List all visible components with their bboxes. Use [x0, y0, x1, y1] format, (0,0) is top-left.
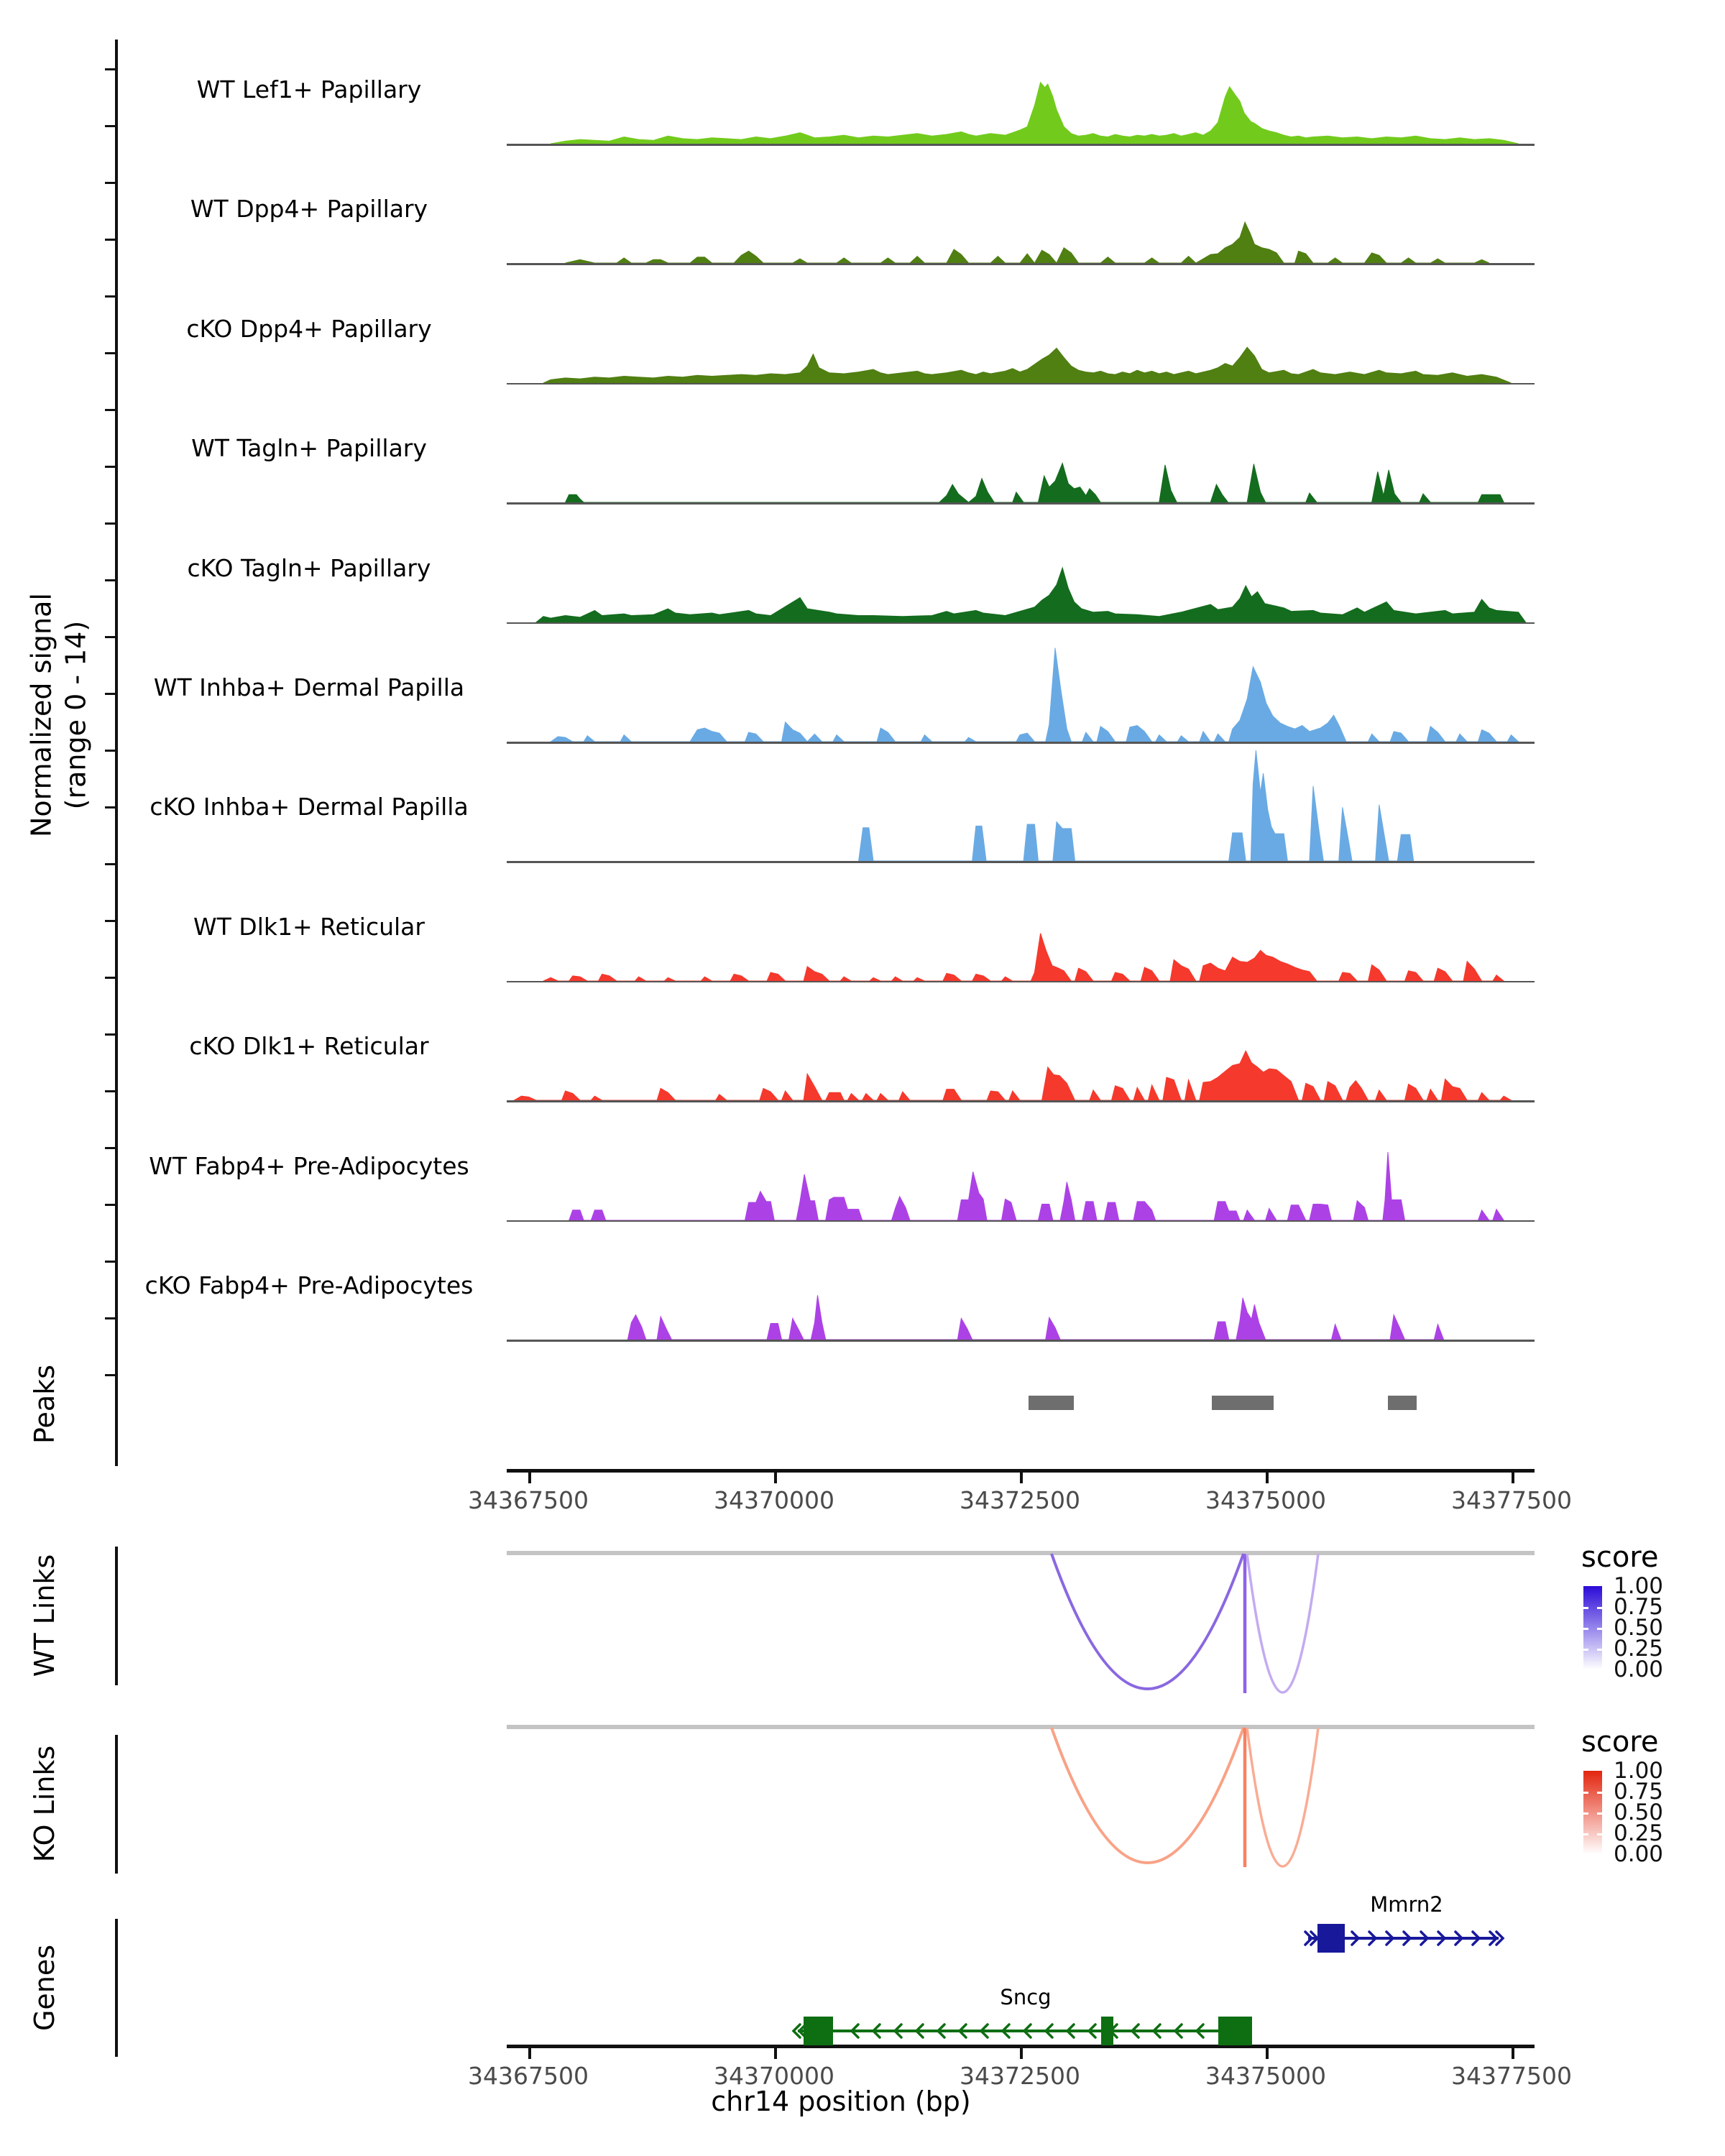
y-axis-tick: [105, 977, 115, 979]
track-label: WT Dlk1+ Reticular: [193, 912, 425, 941]
signal-area: [543, 933, 1504, 980]
x-axis-tick-label-mid: 34372500: [960, 1486, 1080, 1514]
y-axis-tick: [105, 920, 115, 922]
y-axis-tick: [105, 522, 115, 525]
y-axis-tick: [105, 68, 115, 70]
coverage-track-6: [507, 622, 1535, 742]
coverage-track-9: [507, 981, 1535, 1100]
wt-links-plot: [507, 1551, 1535, 1705]
track-label: WT Fabp4+ Pre-Adipocytes: [149, 1151, 469, 1180]
track-label: cKO Dpp4+ Papillary: [186, 314, 432, 343]
x-axis-tick-mid: [528, 1473, 531, 1483]
y-axis-tick: [105, 579, 115, 581]
track-baseline: [507, 1340, 1535, 1342]
wt-links-legend-title: score: [1581, 1541, 1659, 1574]
track-label: WT Lef1+ Papillary: [196, 75, 422, 103]
section-label-ko-links: KO Links: [29, 1745, 60, 1863]
coverage-track-1: [507, 24, 1535, 144]
x-axis-tick-label-bottom: 34372500: [960, 2062, 1080, 2090]
x-axis-tick-mid: [774, 1473, 777, 1483]
track-label: WT Dpp4+ Papillary: [190, 195, 428, 224]
wt-legend-tick-label: 0.50: [1614, 1615, 1664, 1641]
section-label-wt-links: WT Links: [29, 1554, 60, 1677]
y-axis-label: [25, 593, 93, 837]
track-label: cKO Fabp4+ Pre-Adipocytes: [144, 1271, 474, 1299]
y-axis-tick: [105, 295, 115, 298]
peak-interval-box: [1212, 1396, 1274, 1410]
ko-legend-bar-tick: [1597, 1812, 1602, 1815]
y-axis-tick: [105, 750, 115, 752]
y-axis-tick: [105, 352, 115, 354]
signal-area: [551, 648, 1518, 742]
ko-legend-bar-tick: [1597, 1792, 1602, 1794]
wt-legend-bar-tick: [1597, 1607, 1602, 1609]
y-axis-tick: [105, 1374, 115, 1376]
wt-legend-tick-label: 0.75: [1614, 1594, 1664, 1620]
x-axis-tick-label-bottom: 34370000: [714, 2062, 834, 2090]
ko-legend-bar-tick: [1597, 1833, 1602, 1835]
signal-area: [551, 83, 1518, 144]
coverage-track-8: [507, 862, 1535, 981]
x-axis-title: chr14 position (bp): [711, 2086, 971, 2117]
ko-legend-bar-tick: [1583, 1812, 1588, 1815]
track-label: WT Inhba+ Dermal Papilla: [153, 673, 465, 701]
ko-links-legend-title: score: [1581, 1726, 1659, 1759]
ko-link-arc: [1247, 1728, 1318, 1866]
wt-legend-tick-label: 0.00: [1614, 1657, 1664, 1682]
coverage-track-11: [507, 1220, 1535, 1340]
ko-legend-tick-label: 0.75: [1614, 1779, 1664, 1805]
wt-legend-bar-tick: [1597, 1628, 1602, 1630]
y-axis-tick: [105, 693, 115, 695]
y-axis-tick: [105, 806, 115, 808]
x-axis-tick-mid: [1266, 1473, 1269, 1483]
y-axis-tick: [105, 1147, 115, 1149]
signal-area: [566, 464, 1504, 503]
x-axis-tick-mid: [1512, 1473, 1514, 1483]
y-axis-tick: [105, 1317, 115, 1319]
y-axis-tick: [105, 1033, 115, 1036]
y-axis-tick: [105, 409, 115, 411]
x-axis-tick-label-bottom: 34367500: [468, 2062, 589, 2090]
x-axis-tick-label-bottom: 34377500: [1451, 2062, 1572, 2090]
y-axis-tick: [105, 239, 115, 241]
ko-legend-bar-tick: [1583, 1792, 1588, 1794]
track-label: cKO Inhba+ Dermal Papilla: [150, 793, 469, 821]
coverage-track-2: [507, 144, 1535, 263]
section-label-peaks: Peaks: [29, 1364, 60, 1445]
x-axis-tick-label-mid: 34367500: [468, 1486, 589, 1514]
y-axis-tick: [105, 125, 115, 127]
track-label: cKO Tagln+ Papillary: [187, 553, 431, 582]
coverage-track-3: [507, 264, 1535, 383]
signal-area: [569, 1152, 1504, 1220]
track-label: WT Tagln+ Papillary: [191, 434, 427, 463]
gene-exon-box: [1101, 2017, 1113, 2045]
gene-exon-box: [1317, 1924, 1345, 1953]
genes-axis-bar: [115, 1919, 118, 2057]
coverage-track-7: [507, 742, 1535, 861]
wt-legend-tick-label: 0.25: [1614, 1636, 1664, 1662]
y-axis-tick: [105, 182, 115, 184]
wt-legend-bar-tick: [1597, 1649, 1602, 1651]
x-axis-tick-label-mid: 34377500: [1451, 1486, 1572, 1514]
gene-exon-box: [804, 2017, 833, 2045]
coverage-track-10: [507, 1101, 1535, 1220]
wt-legend-bar-tick: [1583, 1628, 1588, 1630]
coverage-y-axis-bar: [115, 40, 118, 1396]
y-axis-tick: [105, 1090, 115, 1092]
signal-area: [859, 750, 1414, 861]
y-axis-tick: [105, 466, 115, 468]
ko-legend-tick-label: 0.50: [1614, 1800, 1664, 1825]
signal-area: [514, 1051, 1511, 1100]
gene-model-mmrn2: [507, 1909, 1535, 1967]
ko-link-arc: [1052, 1728, 1243, 1863]
peaks-axis-bar: [115, 1342, 118, 1466]
wt-link-arc: [1052, 1554, 1243, 1689]
y-axis-label-line2: (range 0 - 14): [60, 620, 91, 810]
signal-area: [627, 1295, 1443, 1340]
wt-links-axis-bar: [115, 1547, 118, 1685]
track-label: cKO Dlk1+ Reticular: [189, 1032, 429, 1061]
ko-legend-tick-label: 0.25: [1614, 1820, 1664, 1846]
gene-label-mmrn2: Mmrn2: [1370, 1892, 1443, 1917]
gene-label-sncg: Sncg: [1000, 1985, 1052, 2009]
ko-links-axis-bar: [115, 1735, 118, 1874]
coverage-track-5: [507, 503, 1535, 622]
gene-exon-box: [1218, 2017, 1252, 2045]
peak-interval-box: [1029, 1396, 1074, 1410]
ko-legend-tick-label: 0.00: [1614, 1841, 1664, 1867]
signal-area: [536, 568, 1526, 622]
signal-area: [566, 222, 1489, 263]
ko-legend-bar-tick: [1583, 1833, 1588, 1835]
x-axis-tick-label-mid: 34375000: [1205, 1486, 1326, 1514]
y-axis-tick: [105, 636, 115, 638]
ko-links-plot: [507, 1725, 1535, 1879]
peak-interval-box: [1388, 1396, 1417, 1410]
section-label-genes: Genes: [29, 1944, 60, 2032]
x-axis-tick-label-bottom: 34375000: [1205, 2062, 1326, 2090]
wt-legend-tick-label: 1.00: [1614, 1573, 1664, 1599]
wt-link-arc: [1247, 1554, 1318, 1692]
y-axis-tick: [105, 1204, 115, 1206]
ko-legend-tick-label: 1.00: [1614, 1758, 1664, 1784]
x-axis-tick-mid: [1020, 1473, 1023, 1483]
signal-area: [543, 347, 1511, 383]
gene-model-sncg: [507, 2002, 1535, 2060]
coverage-track-4: [507, 383, 1535, 502]
y-axis-tick: [105, 1261, 115, 1263]
y-axis-label-line1: Normalized signal: [25, 593, 58, 837]
y-axis-tick: [105, 863, 115, 865]
wt-legend-bar-tick: [1583, 1649, 1588, 1651]
wt-legend-bar-tick: [1583, 1607, 1588, 1609]
x-axis-tick-label-mid: 34370000: [714, 1486, 834, 1514]
